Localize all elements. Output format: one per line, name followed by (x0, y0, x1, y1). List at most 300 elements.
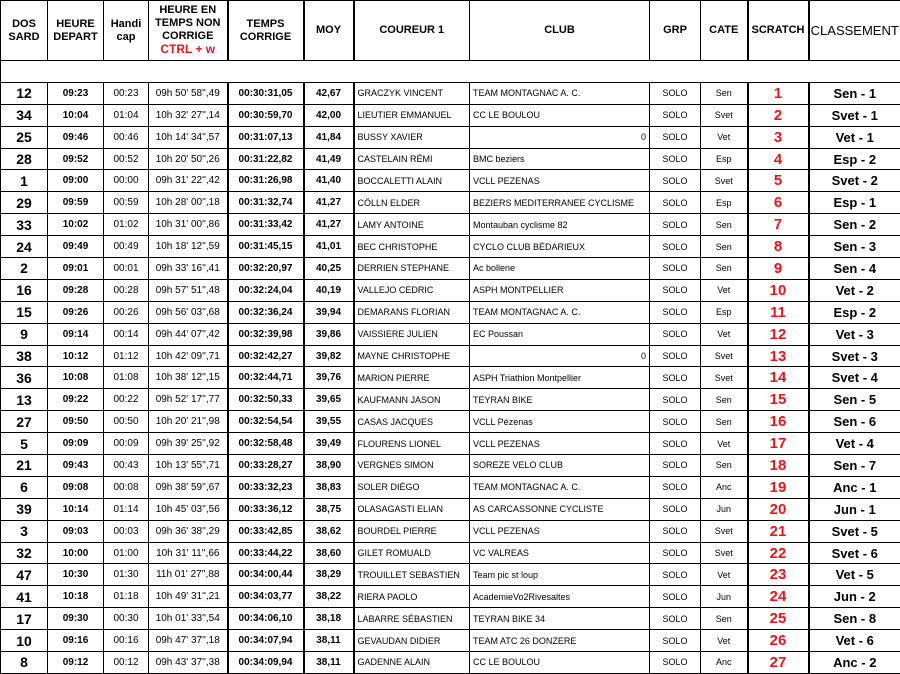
heure-non-corrige-cell: 10h 13' 55'',71 (149, 455, 228, 477)
handicap-cell: 00:03 (104, 520, 149, 542)
table-row (1, 170, 900, 192)
scratch-rank-cell: 22 (748, 542, 809, 564)
groupe-cell: SOLO (650, 564, 701, 586)
classement-cell: Jun - 2 (809, 586, 900, 608)
groupe-cell: SOLO (650, 498, 701, 520)
club-name: TEAM MONTAGNAC A. C. (473, 307, 580, 317)
col-header-heure-non-corrige (149, 1, 228, 61)
heure-depart-cell: 09:12 (48, 652, 104, 674)
categorie-cell: Anc (701, 652, 748, 674)
coureur-cell: OLASAGASTI ELIAN (354, 498, 470, 520)
temps-corrige-cell: 00:33:44,22 (228, 542, 304, 564)
classement-cell: Svet - 2 (809, 170, 900, 192)
moyenne-cell: 41,49 (304, 148, 354, 170)
classement-cell: Sen - 8 (809, 608, 900, 630)
heure-depart-cell: 10:04 (48, 104, 104, 126)
moyenne-cell: 38,18 (304, 608, 354, 630)
table-row (1, 345, 900, 367)
scratch-rank-cell: 21 (748, 520, 809, 542)
groupe-cell: SOLO (650, 630, 701, 652)
groupe-cell: SOLO (650, 411, 701, 433)
temps-corrige-cell: 00:31:45,15 (228, 236, 304, 258)
classement-cell: Vet - 3 (809, 323, 900, 345)
categorie-cell: Vet (701, 433, 748, 455)
temps-corrige-cell: 00:31:26,98 (228, 170, 304, 192)
table-row (1, 520, 900, 542)
temps-corrige-cell: 00:34:06,10 (228, 608, 304, 630)
heure-depart-cell: 09:28 (48, 279, 104, 301)
table-row (1, 192, 900, 214)
scratch-rank-cell: 27 (748, 652, 809, 674)
col-header-dossard (1, 1, 48, 61)
col-header-club (470, 1, 650, 61)
dossard-cell: 15 (1, 301, 48, 323)
table-row (1, 323, 900, 345)
classement-cell: Sen - 7 (809, 455, 900, 477)
coureur-cell: BEC CHRISTOPHE (354, 236, 470, 258)
handicap-cell: 01:18 (104, 586, 149, 608)
club-name: CC LE BOULOU (473, 110, 540, 120)
table-row (1, 542, 900, 564)
dossard-cell: 32 (1, 542, 48, 564)
temps-corrige-cell: 00:31:33,42 (228, 214, 304, 236)
table-row (1, 630, 900, 652)
heure-non-corrige-cell: 10h 01' 33'',54 (149, 608, 228, 630)
coureur-cell: GRACZYK VINCENT (354, 82, 470, 104)
temps-corrige-cell: 00:31:22,82 (228, 148, 304, 170)
classement-cell: Esp - 2 (809, 148, 900, 170)
club-name: VCLL Pézenas (473, 417, 533, 427)
moyenne-cell: 41,27 (304, 192, 354, 214)
heure-non-corrige-cell: 09h 43' 37'',38 (149, 652, 228, 674)
temps-corrige-cell: 00:32:36,24 (228, 301, 304, 323)
handicap-cell: 00:46 (104, 126, 149, 148)
club-name: AS CARCASSONNE CYCLISTE (473, 504, 604, 514)
handicap-cell: 00:12 (104, 652, 149, 674)
heure-depart-cell: 09:30 (48, 608, 104, 630)
scratch-rank-cell: 19 (748, 476, 809, 498)
groupe-cell: SOLO (650, 258, 701, 280)
categorie-cell: Sen (701, 389, 748, 411)
table-row (1, 411, 900, 433)
heure-depart-cell: 10:02 (48, 214, 104, 236)
moyenne-cell: 39,55 (304, 411, 354, 433)
handicap-cell: 00:52 (104, 148, 149, 170)
coureur-cell: VALLEJO CEDRIC (354, 279, 470, 301)
club-cell (470, 170, 650, 192)
col-header-cate (701, 1, 748, 61)
heure-depart-cell: 09:16 (48, 630, 104, 652)
club-cell (470, 411, 650, 433)
temps-corrige-cell: 00:34:07,94 (228, 630, 304, 652)
dossard-cell: 28 (1, 148, 48, 170)
classement-cell: Vet - 2 (809, 279, 900, 301)
moyenne-cell: 39,86 (304, 323, 354, 345)
coureur-cell: BOURDEL PIERRE (354, 520, 470, 542)
categorie-cell: Vet (701, 323, 748, 345)
heure-non-corrige-cell: 10h 31' 00'',86 (149, 214, 228, 236)
coureur-cell: KAUFMANN JASON (354, 389, 470, 411)
heure-non-corrige-cell: 10h 28' 00'',18 (149, 192, 228, 214)
scratch-rank-cell: 12 (748, 323, 809, 345)
classement-cell: Sen - 3 (809, 236, 900, 258)
club-cell (470, 542, 650, 564)
handicap-cell: 00:30 (104, 608, 149, 630)
categorie-cell: Svet (701, 170, 748, 192)
coureur-cell: LABARRE SÉBASTIEN (354, 608, 470, 630)
dossard-cell: 8 (1, 652, 48, 674)
categorie-cell: Svet (701, 520, 748, 542)
results-body (1, 61, 900, 674)
club-cell (470, 433, 650, 455)
club-cell (470, 301, 650, 323)
header-spacer (1, 61, 900, 83)
table-row (1, 433, 900, 455)
heure-non-corrige-cell: 09h 44' 07'',42 (149, 323, 228, 345)
classement-cell: Svet - 1 (809, 104, 900, 126)
temps-corrige-cell: 00:30:59,70 (228, 104, 304, 126)
heure-depart-cell: 10:12 (48, 345, 104, 367)
dossard-cell: 9 (1, 323, 48, 345)
heure-non-corrige-cell: 10h 18' 12'',59 (149, 236, 228, 258)
coureur-cell: GEVAUDAN DIDIER (354, 630, 470, 652)
classement-cell: Svet - 4 (809, 367, 900, 389)
handicap-cell: 00:50 (104, 411, 149, 433)
dossard-cell: 5 (1, 433, 48, 455)
handicap-cell: 01:12 (104, 345, 149, 367)
classement-cell: Jun - 1 (809, 498, 900, 520)
classement-cell: Sen - 6 (809, 411, 900, 433)
club-name: TEYRAN BIKE (473, 395, 533, 405)
temps-corrige-cell: 00:32:39,98 (228, 323, 304, 345)
heure-depart-cell: 10:08 (48, 367, 104, 389)
heure-depart-cell: 09:23 (48, 82, 104, 104)
table-row (1, 301, 900, 323)
club-name: VCLL PEZENAS (473, 176, 540, 186)
club-name: VCLL PEZENAS (473, 526, 540, 536)
table-row (1, 455, 900, 477)
dossard-label: DOS SARD (8, 18, 39, 43)
heure-depart-cell: 10:14 (48, 498, 104, 520)
heure-non-corrige-cell: 10h 20' 21'',98 (149, 411, 228, 433)
groupe-cell: SOLO (650, 301, 701, 323)
temps-corrige-cell: 00:34:00,44 (228, 564, 304, 586)
coureur-cell: VAISSIERE JULIEN (354, 323, 470, 345)
heure-non-corrige-cell: 09h 39' 25'',92 (149, 433, 228, 455)
table-row (1, 279, 900, 301)
scratch-rank-cell: 14 (748, 367, 809, 389)
moyenne-cell: 41,40 (304, 170, 354, 192)
heure-non-corrige-cell: 10h 14' 34'',57 (149, 126, 228, 148)
categorie-cell: Sen (701, 236, 748, 258)
dossard-cell: 24 (1, 236, 48, 258)
club-name: Team pic st loup (473, 570, 538, 580)
club-cell (470, 630, 650, 652)
club-zero-value: 0 (641, 132, 646, 142)
handicap-cell: 00:09 (104, 433, 149, 455)
temps-corrige-cell: 00:34:03,77 (228, 586, 304, 608)
categorie-cell: Svet (701, 104, 748, 126)
grp-label: GRP (663, 24, 687, 36)
scratch-rank-cell: 20 (748, 498, 809, 520)
ctrl-w-hint: CTRL + w (160, 42, 215, 56)
club-cell (470, 564, 650, 586)
scratch-rank-cell: 17 (748, 433, 809, 455)
coureur-cell: CASTELAIN RÉMI (354, 148, 470, 170)
club-name: CC LE BOULOU (473, 657, 540, 667)
coureur-cell: BOCCALETTI ALAIN (354, 170, 470, 192)
dossard-cell: 41 (1, 586, 48, 608)
dossard-cell: 3 (1, 520, 48, 542)
temps-corrige-cell: 00:31:32,74 (228, 192, 304, 214)
moyenne-cell: 39,49 (304, 433, 354, 455)
moyenne-cell: 41,84 (304, 126, 354, 148)
coureur-cell: VERGNES SIMON (354, 455, 470, 477)
scratch-rank-cell: 11 (748, 301, 809, 323)
groupe-cell: SOLO (650, 367, 701, 389)
spacer-cell (1, 61, 900, 83)
heure-depart-cell: 09:22 (48, 389, 104, 411)
groupe-cell: SOLO (650, 236, 701, 258)
heure-non-corrige-cell: 09h 31' 22'',42 (149, 170, 228, 192)
scratch-rank-cell: 3 (748, 126, 809, 148)
temps-corrige-cell: 00:32:24,04 (228, 279, 304, 301)
cate-label: CATE (709, 24, 738, 36)
temps-corrige-cell: 00:33:28,27 (228, 455, 304, 477)
coureur-cell: GADENNE ALAIN (354, 652, 470, 674)
heure-depart-cell: 09:50 (48, 411, 104, 433)
temps-corrige-cell: 00:32:50,33 (228, 389, 304, 411)
groupe-cell: SOLO (650, 652, 701, 674)
scratch-rank-cell: 25 (748, 608, 809, 630)
heure-non-corrige-cell: 09h 57' 51'',48 (149, 279, 228, 301)
heure-depart-cell: 09:46 (48, 126, 104, 148)
temps-corrige-cell: 00:33:36,12 (228, 498, 304, 520)
heure-depart-cell: 09:00 (48, 170, 104, 192)
club-cell (470, 148, 650, 170)
categorie-cell: Vet (701, 126, 748, 148)
groupe-cell: SOLO (650, 433, 701, 455)
groupe-cell: SOLO (650, 323, 701, 345)
moyenne-cell: 38,11 (304, 652, 354, 674)
moyenne-cell: 38,62 (304, 520, 354, 542)
temps-corrige-cell: 00:32:58,48 (228, 433, 304, 455)
temps-corrige-cell: 00:32:44,71 (228, 367, 304, 389)
club-name: Ac bollene (473, 263, 515, 273)
club-cell (470, 214, 650, 236)
categorie-cell: Esp (701, 301, 748, 323)
moy-label: MOY (316, 24, 341, 36)
dossard-cell: 39 (1, 498, 48, 520)
handicap-cell: 00:59 (104, 192, 149, 214)
classement-cell: Sen - 5 (809, 389, 900, 411)
dossard-cell: 10 (1, 630, 48, 652)
club-name: EC Poussan (473, 329, 523, 339)
groupe-cell: SOLO (650, 82, 701, 104)
dossard-cell: 16 (1, 279, 48, 301)
dossard-cell: 12 (1, 82, 48, 104)
heure-non-corrige-cell: 09h 36' 38'',29 (149, 520, 228, 542)
moyenne-cell: 40,25 (304, 258, 354, 280)
club-cell (470, 608, 650, 630)
heure-depart-cell: 10:30 (48, 564, 104, 586)
heure-non-corrige-cell: 09h 52' 17'',77 (149, 389, 228, 411)
dossard-cell: 6 (1, 476, 48, 498)
dossard-cell: 29 (1, 192, 48, 214)
categorie-cell: Sen (701, 214, 748, 236)
moyenne-cell: 40,19 (304, 279, 354, 301)
scratch-rank-cell: 9 (748, 258, 809, 280)
club-cell (470, 104, 650, 126)
categorie-cell: Sen (701, 411, 748, 433)
scratch-rank-cell: 8 (748, 236, 809, 258)
col-header-temps-corrige (228, 1, 304, 61)
col-header-handicap (104, 1, 149, 61)
classement-cell: Vet - 1 (809, 126, 900, 148)
club-name: SOREZE VELO CLUB (473, 460, 563, 470)
categorie-cell: Sen (701, 258, 748, 280)
club-cell (470, 126, 650, 148)
classement-label: CLASSEMENT (811, 23, 899, 38)
coureur-cell: RIERA PAOLO (354, 586, 470, 608)
dossard-cell: 1 (1, 170, 48, 192)
moyenne-cell: 38,83 (304, 476, 354, 498)
handicap-cell: 00:00 (104, 170, 149, 192)
header-row (1, 1, 900, 61)
club-cell (470, 520, 650, 542)
table-row (1, 389, 900, 411)
heure-non-corrige-label: HEURE EN TEMPS NON CORRIGE (155, 4, 220, 42)
club-zero-value: 0 (641, 351, 646, 361)
handicap-cell: 01:30 (104, 564, 149, 586)
club-cell (470, 389, 650, 411)
table-row (1, 258, 900, 280)
coureur-label: COUREUR 1 (379, 24, 444, 36)
scratch-rank-cell: 10 (748, 279, 809, 301)
groupe-cell: SOLO (650, 104, 701, 126)
club-cell (470, 258, 650, 280)
club-label: CLUB (544, 24, 575, 36)
handicap-cell: 01:04 (104, 104, 149, 126)
club-name: CYCLO CLUB BÉDARIEUX (473, 242, 585, 252)
dossard-cell: 17 (1, 608, 48, 630)
heure-depart-cell: 10:00 (48, 542, 104, 564)
heure-non-corrige-cell: 09h 47' 37'',18 (149, 630, 228, 652)
categorie-cell: Vet (701, 564, 748, 586)
club-name: Montauban cyclisme 82 (473, 220, 568, 230)
club-cell (470, 476, 650, 498)
table-row (1, 586, 900, 608)
moyenne-cell: 39,94 (304, 301, 354, 323)
groupe-cell: SOLO (650, 476, 701, 498)
club-name: ASPH MONTPELLIER (473, 285, 564, 295)
heure-depart-cell: 09:52 (48, 148, 104, 170)
classement-cell: Sen - 4 (809, 258, 900, 280)
coureur-cell: DERRIEN STEPHANE (354, 258, 470, 280)
moyenne-cell: 38,29 (304, 564, 354, 586)
classement-cell: Sen - 2 (809, 214, 900, 236)
classement-cell: Svet - 5 (809, 520, 900, 542)
coureur-cell: MARION PIERRE (354, 367, 470, 389)
moyenne-cell: 38,22 (304, 586, 354, 608)
table-row (1, 214, 900, 236)
dossard-cell: 38 (1, 345, 48, 367)
heure-depart-cell: 09:49 (48, 236, 104, 258)
handicap-cell: 00:01 (104, 258, 149, 280)
scratch-rank-cell: 1 (748, 82, 809, 104)
coureur-cell: FLOURENS LIONEL (354, 433, 470, 455)
classement-cell: Anc - 1 (809, 476, 900, 498)
groupe-cell: SOLO (650, 279, 701, 301)
moyenne-cell: 42,00 (304, 104, 354, 126)
heure-depart-cell: 09:26 (48, 301, 104, 323)
scratch-rank-cell: 5 (748, 170, 809, 192)
handicap-cell: 01:00 (104, 542, 149, 564)
handicap-cell: 00:22 (104, 389, 149, 411)
classement-cell: Vet - 6 (809, 630, 900, 652)
temps-corrige-cell: 00:33:42,85 (228, 520, 304, 542)
handicap-cell: 00:26 (104, 301, 149, 323)
moyenne-cell: 38,90 (304, 455, 354, 477)
dossard-cell: 27 (1, 411, 48, 433)
categorie-cell: Anc (701, 476, 748, 498)
dossard-cell: 47 (1, 564, 48, 586)
club-cell (470, 586, 650, 608)
categorie-cell: Esp (701, 148, 748, 170)
scratch-rank-cell: 7 (748, 214, 809, 236)
classement-cell: Anc - 2 (809, 652, 900, 674)
classement-cell: Esp - 2 (809, 301, 900, 323)
scratch-rank-cell: 4 (748, 148, 809, 170)
categorie-cell: Jun (701, 498, 748, 520)
heure-non-corrige-cell: 10h 31' 11'',66 (149, 542, 228, 564)
coureur-cell: DEMARANS FLORIAN (354, 301, 470, 323)
handicap-cell: 01:08 (104, 367, 149, 389)
handicap-cell: 00:23 (104, 82, 149, 104)
moyenne-cell: 41,01 (304, 236, 354, 258)
club-cell (470, 323, 650, 345)
table-row (1, 367, 900, 389)
scratch-rank-cell: 24 (748, 586, 809, 608)
heure-depart-cell: 09:08 (48, 476, 104, 498)
scratch-rank-cell: 2 (748, 104, 809, 126)
groupe-cell: SOLO (650, 214, 701, 236)
club-cell (470, 82, 650, 104)
categorie-cell: Svet (701, 345, 748, 367)
coureur-cell: BUSSY XAVIER (354, 126, 470, 148)
moyenne-cell: 38,60 (304, 542, 354, 564)
scratch-rank-cell: 18 (748, 455, 809, 477)
dossard-cell: 2 (1, 258, 48, 280)
temps-corrige-cell: 00:31:07,13 (228, 126, 304, 148)
heure-depart-cell: 09:14 (48, 323, 104, 345)
club-cell (470, 236, 650, 258)
groupe-cell: SOLO (650, 520, 701, 542)
heure-non-corrige-cell: 09h 38' 59'',67 (149, 476, 228, 498)
dossard-cell: 25 (1, 126, 48, 148)
dossard-cell: 21 (1, 455, 48, 477)
moyenne-cell: 42,67 (304, 82, 354, 104)
heure-non-corrige-cell: 10h 20' 50'',26 (149, 148, 228, 170)
club-name: BMC beziers (473, 154, 525, 164)
groupe-cell: SOLO (650, 389, 701, 411)
heure-non-corrige-cell: 10h 49' 31'',21 (149, 586, 228, 608)
coureur-cell: LAMY ANTOINE (354, 214, 470, 236)
col-header-moy (304, 1, 354, 61)
club-cell (470, 455, 650, 477)
coureur-cell: CÖLLN ELDER (354, 192, 470, 214)
groupe-cell: SOLO (650, 126, 701, 148)
